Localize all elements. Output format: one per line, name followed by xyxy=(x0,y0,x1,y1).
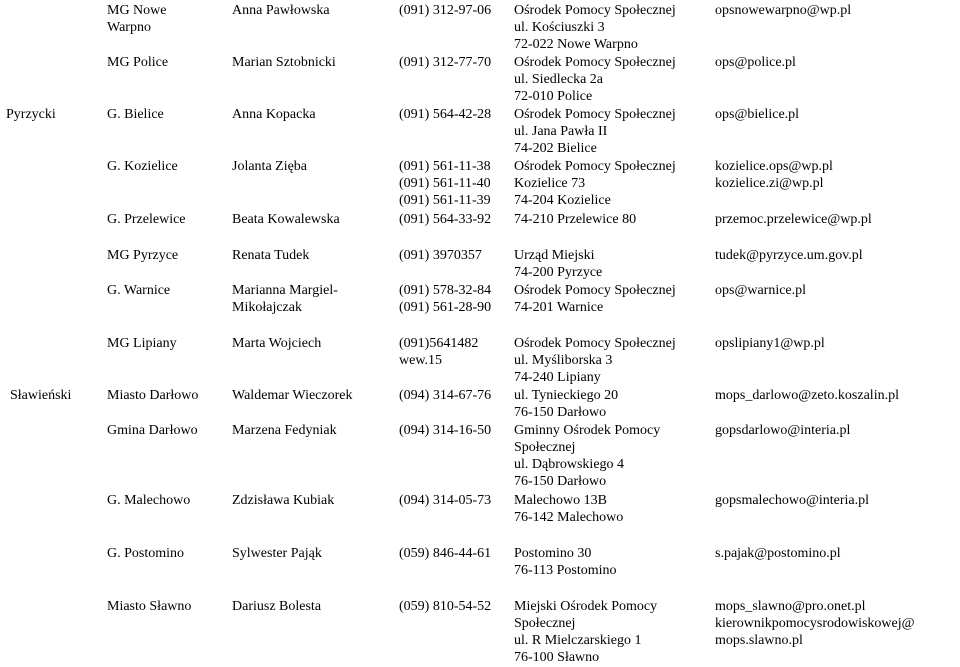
person-cell: Marian Sztobnicki xyxy=(232,55,336,70)
person-cell: Anna Kopacka xyxy=(232,107,316,122)
email-cell: mops_slawno@pro.onet.pl kierownikpomocysrodowiskowej@ mops.slawno.pl xyxy=(715,599,915,648)
office-cell: Gmina Darłowo xyxy=(107,423,198,438)
address-cell: ul. Tynieckiego 20 76-150 Darłowo xyxy=(514,388,619,420)
address-cell: Ośrodek Pomocy Społecznej ul. Myśliborska 3 74-240 Lipiany xyxy=(514,336,676,385)
office-cell: G. Warnice xyxy=(107,283,171,298)
person-cell: Sylwester Pająk xyxy=(232,546,322,561)
phone-cell: (091) 564-33-92 xyxy=(399,212,492,227)
phone-cell: (094) 314-67-76 xyxy=(399,388,492,403)
phone-cell: (091) 312-97-06 xyxy=(399,3,492,18)
address-cell: 74-210 Przelewice 80 xyxy=(514,212,637,227)
phone-cell: (094) 314-16-50 xyxy=(399,423,492,438)
email-cell: ops@bielice.pl xyxy=(715,107,800,122)
office-cell: G. Przelewice xyxy=(107,212,186,227)
phone-cell: (059) 846-44-61 xyxy=(399,546,492,561)
email-cell: s.pajak@postomino.pl xyxy=(715,546,841,561)
phone-cell: (059) 810-54-52 xyxy=(399,599,492,614)
address-cell: Ośrodek Pomocy Społecznej 74-201 Warnice xyxy=(514,283,676,315)
office-cell: Miasto Darłowo xyxy=(107,388,199,403)
office-cell: Miasto Sławno xyxy=(107,599,192,614)
email-cell: mops_darlowo@zeto.koszalin.pl xyxy=(715,388,899,403)
person-cell: Marzena Fedyniak xyxy=(232,423,337,438)
county-cell: Pyrzycki xyxy=(6,107,56,122)
person-cell: Anna Pawłowska xyxy=(232,3,330,18)
email-cell: ops@police.pl xyxy=(715,55,796,70)
email-cell: opslipiany1@wp.pl xyxy=(715,336,825,351)
address-cell: Ośrodek Pomocy Społecznej ul. Siedlecka 2a 72-010 Police xyxy=(514,55,676,104)
address-cell: Ośrodek Pomocy Społecznej ul. Jana Pawła II 74-202 Bielice xyxy=(514,107,676,156)
email-cell: przemoc.przelewice@wp.pl xyxy=(715,212,872,227)
office-cell: G. Postomino xyxy=(107,546,185,561)
person-cell: Waldemar Wieczorek xyxy=(232,388,353,403)
person-cell: Marta Wojciech xyxy=(232,336,322,351)
phone-cell: (091) 3970357 xyxy=(399,248,482,263)
phone-cell: (091)5641482 wew.15 xyxy=(399,336,479,368)
office-cell: G. Malechowo xyxy=(107,493,191,508)
email-cell: opsnowewarpno@wp.pl xyxy=(715,3,852,18)
email-cell: gopsmalechowo@interia.pl xyxy=(715,493,870,508)
person-cell: Marianna Margiel- Mikołajczak xyxy=(232,283,338,315)
phone-cell: (091) 561-11-38 (091) 561-11-40 (091) 561-11-39 xyxy=(399,159,491,208)
person-cell: Renata Tudek xyxy=(232,248,310,263)
person-cell: Dariusz Bolesta xyxy=(232,599,322,614)
email-cell: kozielice.ops@wp.pl kozielice.zi@wp.pl xyxy=(715,159,833,191)
address-cell: Malechowo 13B 76-142 Malechowo xyxy=(514,493,624,525)
email-cell: tudek@pyrzyce.um.gov.pl xyxy=(715,248,863,263)
phone-cell: (094) 314-05-73 xyxy=(399,493,492,508)
county-cell: Sławieński xyxy=(10,388,72,403)
address-cell: Miejski Ośrodek Pomocy Społecznej ul. R Mielczarskiego 1 76-100 Sławno xyxy=(514,599,658,665)
address-cell: Ośrodek Pomocy Społecznej ul. Kościuszki 3 72-022 Nowe Warpno xyxy=(514,3,676,52)
address-cell: Postomino 30 76-113 Postomino xyxy=(514,546,617,578)
email-cell: ops@warnice.pl xyxy=(715,283,807,298)
person-cell: Zdzisława Kubiak xyxy=(232,493,335,508)
office-cell: G. Bielice xyxy=(107,107,164,122)
office-cell: MG Pyrzyce xyxy=(107,248,179,263)
phone-cell: (091) 564-42-28 xyxy=(399,107,492,122)
office-cell: G. Kozielice xyxy=(107,159,178,174)
phone-cell: (091) 578-32-84 (091) 561-28-90 xyxy=(399,283,492,315)
office-cell: MG Lipiany xyxy=(107,336,177,351)
address-cell: Ośrodek Pomocy Społecznej Kozielice 73 74-204 Kozielice xyxy=(514,159,676,208)
office-cell: MG Nowe Warpno xyxy=(107,3,167,35)
address-cell: Gminny Ośrodek Pomocy Społecznej ul. Dąbrowskiego 4 76-150 Darłowo xyxy=(514,423,661,489)
person-cell: Jolanta Zięba xyxy=(232,159,308,174)
phone-cell: (091) 312-77-70 xyxy=(399,55,492,70)
email-cell: gopsdarlowo@interia.pl xyxy=(715,423,851,438)
person-cell: Beata Kowalewska xyxy=(232,212,340,227)
office-cell: MG Police xyxy=(107,55,169,70)
address-cell: Urząd Miejski 74-200 Pyrzyce xyxy=(514,248,603,280)
